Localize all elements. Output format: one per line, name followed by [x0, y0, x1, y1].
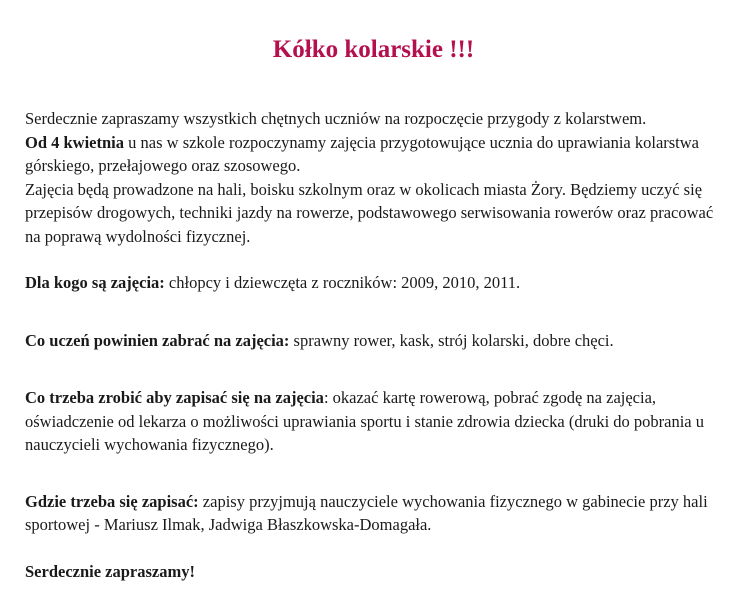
page-title: Kółko kolarskie !!! [272, 35, 475, 63]
who-label: Dla kogo są zajęcia: [25, 273, 165, 292]
signup-label: Co trzeba zrobić aby zapisać się na zajęcia [25, 388, 324, 407]
start-date: Od 4 kwietnia [25, 132, 125, 152]
closing-paragraph [25, 560, 725, 584]
who-text: chłopcy i dziewczęta z roczników: 2009, 2010, 2011. [164, 273, 521, 292]
bring-text: sprawny rower, kask, strój kolarski, dobre chęci. [289, 330, 614, 350]
signup-text: : okazać kartę rowerową, pobrać zgodę na zajęcia, oświadczenie od lekarza o możliwości uprawiania sportu i stanie zdrowia dziecka (druki do pobrania u nauczycieli wychowania fizycznego). [25, 388, 705, 454]
intro-details: Zajęcia będą prowadzone na hali, boisku szkolnym oraz w okolicach miasta Żory. Będziemy uczyć się przepisów drogowych, techniki jazdy na rowerze, podstawowego serwisowania rowerów oraz pracować na poprawą wydolności fizycznej. [25, 179, 714, 246]
bring-label: Co uczeń powinien zabrać na zajęcia: [25, 330, 290, 350]
intro-description: u nas w szkole rozpoczynamy zajęcia przygotowujące ucznia do uprawiania kolarstwa górskiego, przełajowego oraz szosowego. [25, 132, 700, 175]
intro-invitation: Serdecznie zapraszamy wszystkich chętnych uczniów na rozpoczęcie przygody z kolarstwem. [25, 109, 647, 128]
closing-text: Serdecznie zapraszamy! [25, 561, 195, 581]
signup-paragraph [25, 386, 725, 457]
intro-paragraph [25, 107, 725, 248]
announcement-body [25, 107, 725, 583]
who-paragraph [25, 271, 725, 295]
bring-paragraph [25, 329, 725, 353]
where-label: Gdzie trzeba się zapisać: [25, 491, 199, 511]
where-text: zapisy przyjmują nauczyciele wychowania fizycznego w gabinecie przy hali sportowej - Mariusz Ilmak, Jadwiga Błaszkowska-Domagała. [25, 491, 708, 534]
where-paragraph [25, 490, 725, 537]
